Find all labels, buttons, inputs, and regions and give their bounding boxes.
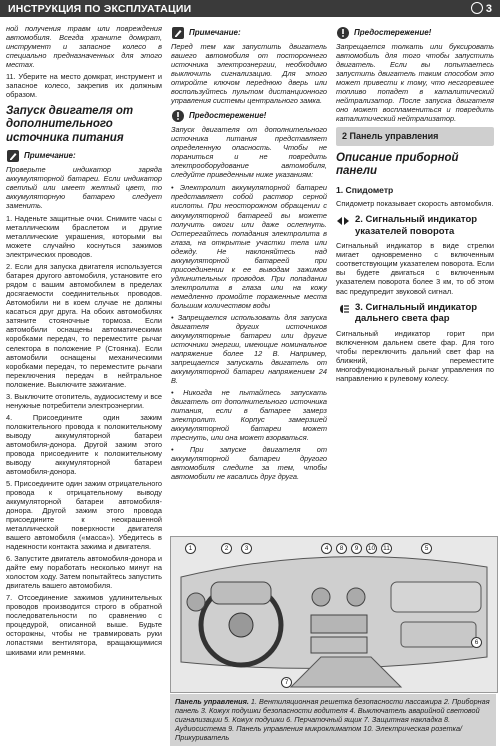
- page-number: 3: [471, 2, 492, 16]
- caption-text: 1. Вентиляционная решетка безопасности пассажира 2. Приборная панель 3. Кожух подушки безопасности водителя 4. Выключатель аварийной световой сигнализации 5. Кожух подушки 6. Перчаточный ящик 7. Защитная накладка 8. Аудиосистема 9. Панель управления микроклиматом 10. Электрическая розетка/Прикуриватель: [175, 697, 490, 743]
- section-bar: 2 Панель управления: [336, 127, 494, 146]
- warning-icon: [336, 26, 350, 40]
- section-heading: Описание приборной панели: [336, 152, 459, 178]
- warning-block: Предостережение! Запуск двигателя от дополнительного источника питания представляет определенную опасность. Чтобы не пораниться и не повредить электрооборудование автомобиля, следуйте приведенным ниже указаниям:: [171, 109, 327, 179]
- compass-icon: [471, 2, 483, 14]
- pencil-note-icon: [171, 26, 185, 40]
- paragraph: ной получения травм или повреждения автомобиля. Всегда храните домкрат, инструмент и запасное колесо в специально предназначенных для этого местах.: [6, 24, 162, 70]
- step: 2. Если для запуска двигателя используется батарея другого автомобиля, установите его рядом с вашим автомобилем в пределах досягаемости соединительных проводов. Автомобили ни в коем случае не должны касаться друг друга. На обоих автомобилях затяните стояночные тормоза. Если автомобили оснащены автоматическими коробками передач, то переместите рычаг селектора в положение P (Стоянка). Если автомобили оснащены механическими коробками передач, то переместите рычаги переключения передач в нейтральное положение. Выключите зажигание.: [6, 262, 162, 389]
- callout-11: 11: [381, 543, 392, 554]
- callout-1: 1: [185, 543, 196, 554]
- bullet-item: • Запрещается использовать для запуска двигателя других источников аккумуляторные батареи или другие источники энергии, имеющие номинальное напряжение более 12 В. Например, запрещается запускать двигатель от аккумуляторной батареи напряжением 24 В.: [171, 312, 327, 386]
- turn-signal-arrows-icon: [336, 214, 350, 228]
- step: 4. Присоедините один зажим положительного провода к положительному выводу аккумуляторной батареи автомобиля-донора. Другой зажим этого провода присоедините к положительному выводу аккумуляторной батареи автомобиля-донора.: [6, 412, 162, 476]
- warning-block: Предостережение! Запрещается толкать или буксировать автомобиль для того чтобы запустить двигатель. Если вы попытаетесь запустить двигатель таким способом это может привести к тому, что несгоревшее топливо попадет в каталитический нейтрализатор. После запуска двигателя оно может воспламениться и повредить каталитический нейтрализатор.: [336, 26, 494, 123]
- column-middle: [171, 24, 327, 484]
- caption-title: Панель управления.: [175, 697, 249, 706]
- paragraph: Спидометр показывает скорость автомобиля.: [336, 199, 494, 209]
- step: 3. Выключите отопитель, аудиосистему и все ненужные потребители электроэнергии.: [6, 391, 162, 410]
- item-heading: 2. Сигнальный индикатор указателей поворота: [355, 214, 478, 237]
- item-heading: 3. Сигнальный индикатор дальнего света фар: [355, 301, 478, 325]
- paragraph: Сигнальный индикатор в виде стрелки мигает одновременно с включенным соответствующим указателем поворота. Если вы будете двигаться с включенным указателем поворота более 3 км, то об этом вас предупредит звуковой сигнал.: [336, 241, 494, 296]
- high-beam-icon: [336, 302, 350, 316]
- callout-9: 9: [351, 543, 362, 554]
- step: 6. Запустите двигатель автомобиля-донора и дайте ему поработать несколько минут на холостом ходу. Затем попытайтесь запустить двигатель вашего автомобиля.: [6, 554, 162, 591]
- paragraph: 11. Уберите на место домкрат, инструмент и запасное колесо, закрепив их должным образом.: [6, 72, 162, 100]
- section-heading: Запуск двигателя от дополнительного источника питания: [6, 105, 134, 144]
- callout-2: 2: [221, 543, 232, 554]
- note-block: Примечание: Проверьте индикатор заряда аккумуляторной батареи. Если индикатор светлый или имеет желтый цвет, то аккумуляторную батарею следует заменить.: [6, 149, 162, 210]
- step: 5. Присоедините один зажим отрицательного провода к отрицательному выводу аккумуляторной батареи автомобиля-донора. Другой зажим этого провода присоедините к неокрашенной металлической поверхности двигателя вашего автомобиля («масса»). Убедитесь в надежности контакта зажима и двигателя.: [6, 478, 162, 552]
- bullet-item: • Электролит аккумуляторной батареи представляет собой раствор серной кислоты. При неосторожном обращении с аккумуляторной батареей вы можете получить ожоги или даже ослепнуть. Остерегайтесь попадания электролита в глаза, на открытые участки тела или одежду. Не наклоняйтесь над аккумуляторной батареей при присоединении к ее выводам зажимов удлинительных проводов. При попадании электролита в глаза или на кожу немедленно промойте пораженные места большим количеством воды: [171, 183, 327, 310]
- dashboard-illustration: [170, 536, 498, 693]
- figure-caption: [170, 694, 496, 746]
- dashboard-drawing: [171, 537, 497, 692]
- column-right: [336, 24, 494, 386]
- callout-6: 6: [471, 637, 482, 648]
- warning-text: Запрещается толкать или буксировать автомобиль для того чтобы запустить двигатель. Если вы попытаетесь запустить двигатель таким способом это может привести к тому, что несгоревшее топливо попадет в каталитический нейтрализатор. После запуска двигателя оно может воспламениться и повредить каталитический нейтрализатор.: [336, 42, 494, 124]
- step: 1. Наденьте защитные очки. Снимите часы с металлическим браслетом и другие металлические украшения, которыми вы можете случайно коснуться зажимов электрических проводов.: [6, 214, 162, 260]
- paragraph: Сигнальный индикатор горит при включенном дальнем свете фар. Для того чтобы переключить дальний свет фар на ближний, переместите многофункциональный рычаг управления по направлению к рулевому колесу.: [336, 328, 494, 383]
- bullet-item: • Никогда не пытайтесь запускать двигатель от дополнительного источника питания, если в батарее замерз электролит. Корпус замерзшей аккумуляторной батареи может треснуть, или она может взорваться.: [171, 388, 327, 443]
- warning-text: Запуск двигателя от дополнительного источника питания представляет определенную опасность. Чтобы не пораниться и не повредить электрооборудование автомобиля, следуйте приведенным ниже указаниям:: [171, 125, 327, 180]
- bullet-item: • При запуске двигателя от аккумуляторной батареи другого автомобиля следите за тем, чтобы автомобили не касались друг друга.: [171, 445, 327, 482]
- callout-8: 8: [336, 543, 347, 554]
- callout-10: 10: [367, 545, 376, 552]
- note-block: Примечание: Перед тем как запустить двигатель вашего автомобиля от постороннего источника электроэнергии, необходимо выключить сигнализацию. Для этого откройте ключом переднюю дверь или воспользуйтесь пультом дистанционного управления системы центрального замка.: [171, 26, 327, 105]
- callout-3: 3: [241, 543, 252, 554]
- callout-7: 7: [281, 677, 292, 688]
- warning-icon: [171, 109, 185, 123]
- step: 7. Отсоединение зажимов удлинительных проводов производится строго в обратной последовательности по сравнению с процедурой, описанной выше. Будьте осторожны, чтобы не травмировать руки лопастями вентилятора, вращающимися шкивами или ремнями.: [6, 593, 162, 657]
- note-text: Проверьте индикатор заряда аккумуляторной батареи. Если индикатор светлый или имеет желтый цвет, то аккумуляторную батарею следует заменить.: [6, 164, 162, 211]
- callout-4: 4: [321, 543, 332, 554]
- pencil-note-icon: [6, 149, 20, 163]
- callout-5: 5: [421, 543, 432, 554]
- page-header: [0, 0, 500, 17]
- item-heading: 1. Спидометр: [336, 184, 394, 195]
- column-left: [6, 24, 162, 660]
- page-header-title: ИНСТРУКЦИЯ ПО ЭКСПЛУАТАЦИИ: [8, 3, 192, 15]
- note-text: Перед тем как запустить двигатель вашего автомобиля от постороннего источника электроэнергии, необходимо выключить сигнализацию. Для этого откройте ключом переднюю дверь или воспользуйтесь пультом дистанционного управления системы центрального замка.: [171, 42, 327, 106]
